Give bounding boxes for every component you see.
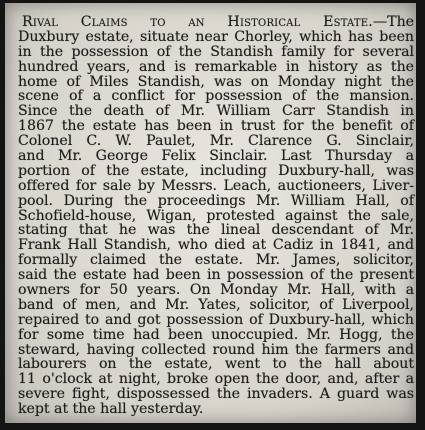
article-line: in the possession of the Standish family for several <box>18 43 414 60</box>
article-line <box>18 15 414 30</box>
article-text <box>18 15 414 417</box>
article-line: Schofield-house, Wigan, protested against the sale, <box>18 207 414 224</box>
article-line: home of Miles Standish, was on Monday night the <box>18 73 414 90</box>
article-line: hundred years, and is remarkable in history as the <box>18 58 414 75</box>
article-line: Frank Hall Standish, who died at Cadiz in 1841, and <box>18 237 414 254</box>
article-line: band of men, and Mr. Yates, solicitor, of Liverpool, <box>18 296 414 313</box>
article-line: stating that he was the lineal descendant of Mr. <box>18 222 414 239</box>
article-line: Colonel C. W. Paulet, Mr. Clarence G. Sinclair, <box>18 133 414 150</box>
article-line: 1867 the estate has been in trust for the benefit of <box>18 118 414 135</box>
newspaper-clipping <box>5 3 416 423</box>
article-line: 11 o'clock at night, broke open the door, and, after a <box>18 371 414 388</box>
article-line: owners for 50 years. On Monday Mr. Hall, with a <box>18 282 414 299</box>
article-line: and Mr. George Felix Sinclair. Last Thursday a <box>18 148 414 165</box>
article-line: offered for sale by Messrs. Leach, auctioneers, Liver- <box>18 177 414 194</box>
article-line: said the estate had been in possession of the present <box>18 267 414 284</box>
article-line: Since the death of Mr. William Carr Standish in <box>18 103 414 120</box>
article-line: scene of a conflict for possession of the mansion. <box>18 88 414 105</box>
article-line: labourers on the estate, went to the hall about <box>18 356 414 373</box>
article-line: Duxbury estate, situate near Chorley, which has been <box>18 28 414 45</box>
article-line: portion of the estate, including Duxbury-hall, was <box>18 162 414 179</box>
article-line: severe fight, dispossessed the invaders. A guard was <box>18 386 414 403</box>
article-line: steward, having collected round him the farmers and <box>18 341 414 358</box>
article-line: pool. During the proceedings Mr. William Hall, of <box>18 192 414 209</box>
article-line: for some time had been unoccupied. Mr. Hogg, the <box>18 326 414 343</box>
article-line: repaired to and got possession of Duxbury-hall, which <box>18 311 414 328</box>
article-line: formally claimed the estate. Mr. James, solicitor, <box>18 252 414 269</box>
article-line: kept at the hall yesterday. <box>18 401 204 418</box>
article-line-text: —The <box>373 14 414 30</box>
article-headline: Rival Claims to an Historical Estate. <box>22 14 374 30</box>
